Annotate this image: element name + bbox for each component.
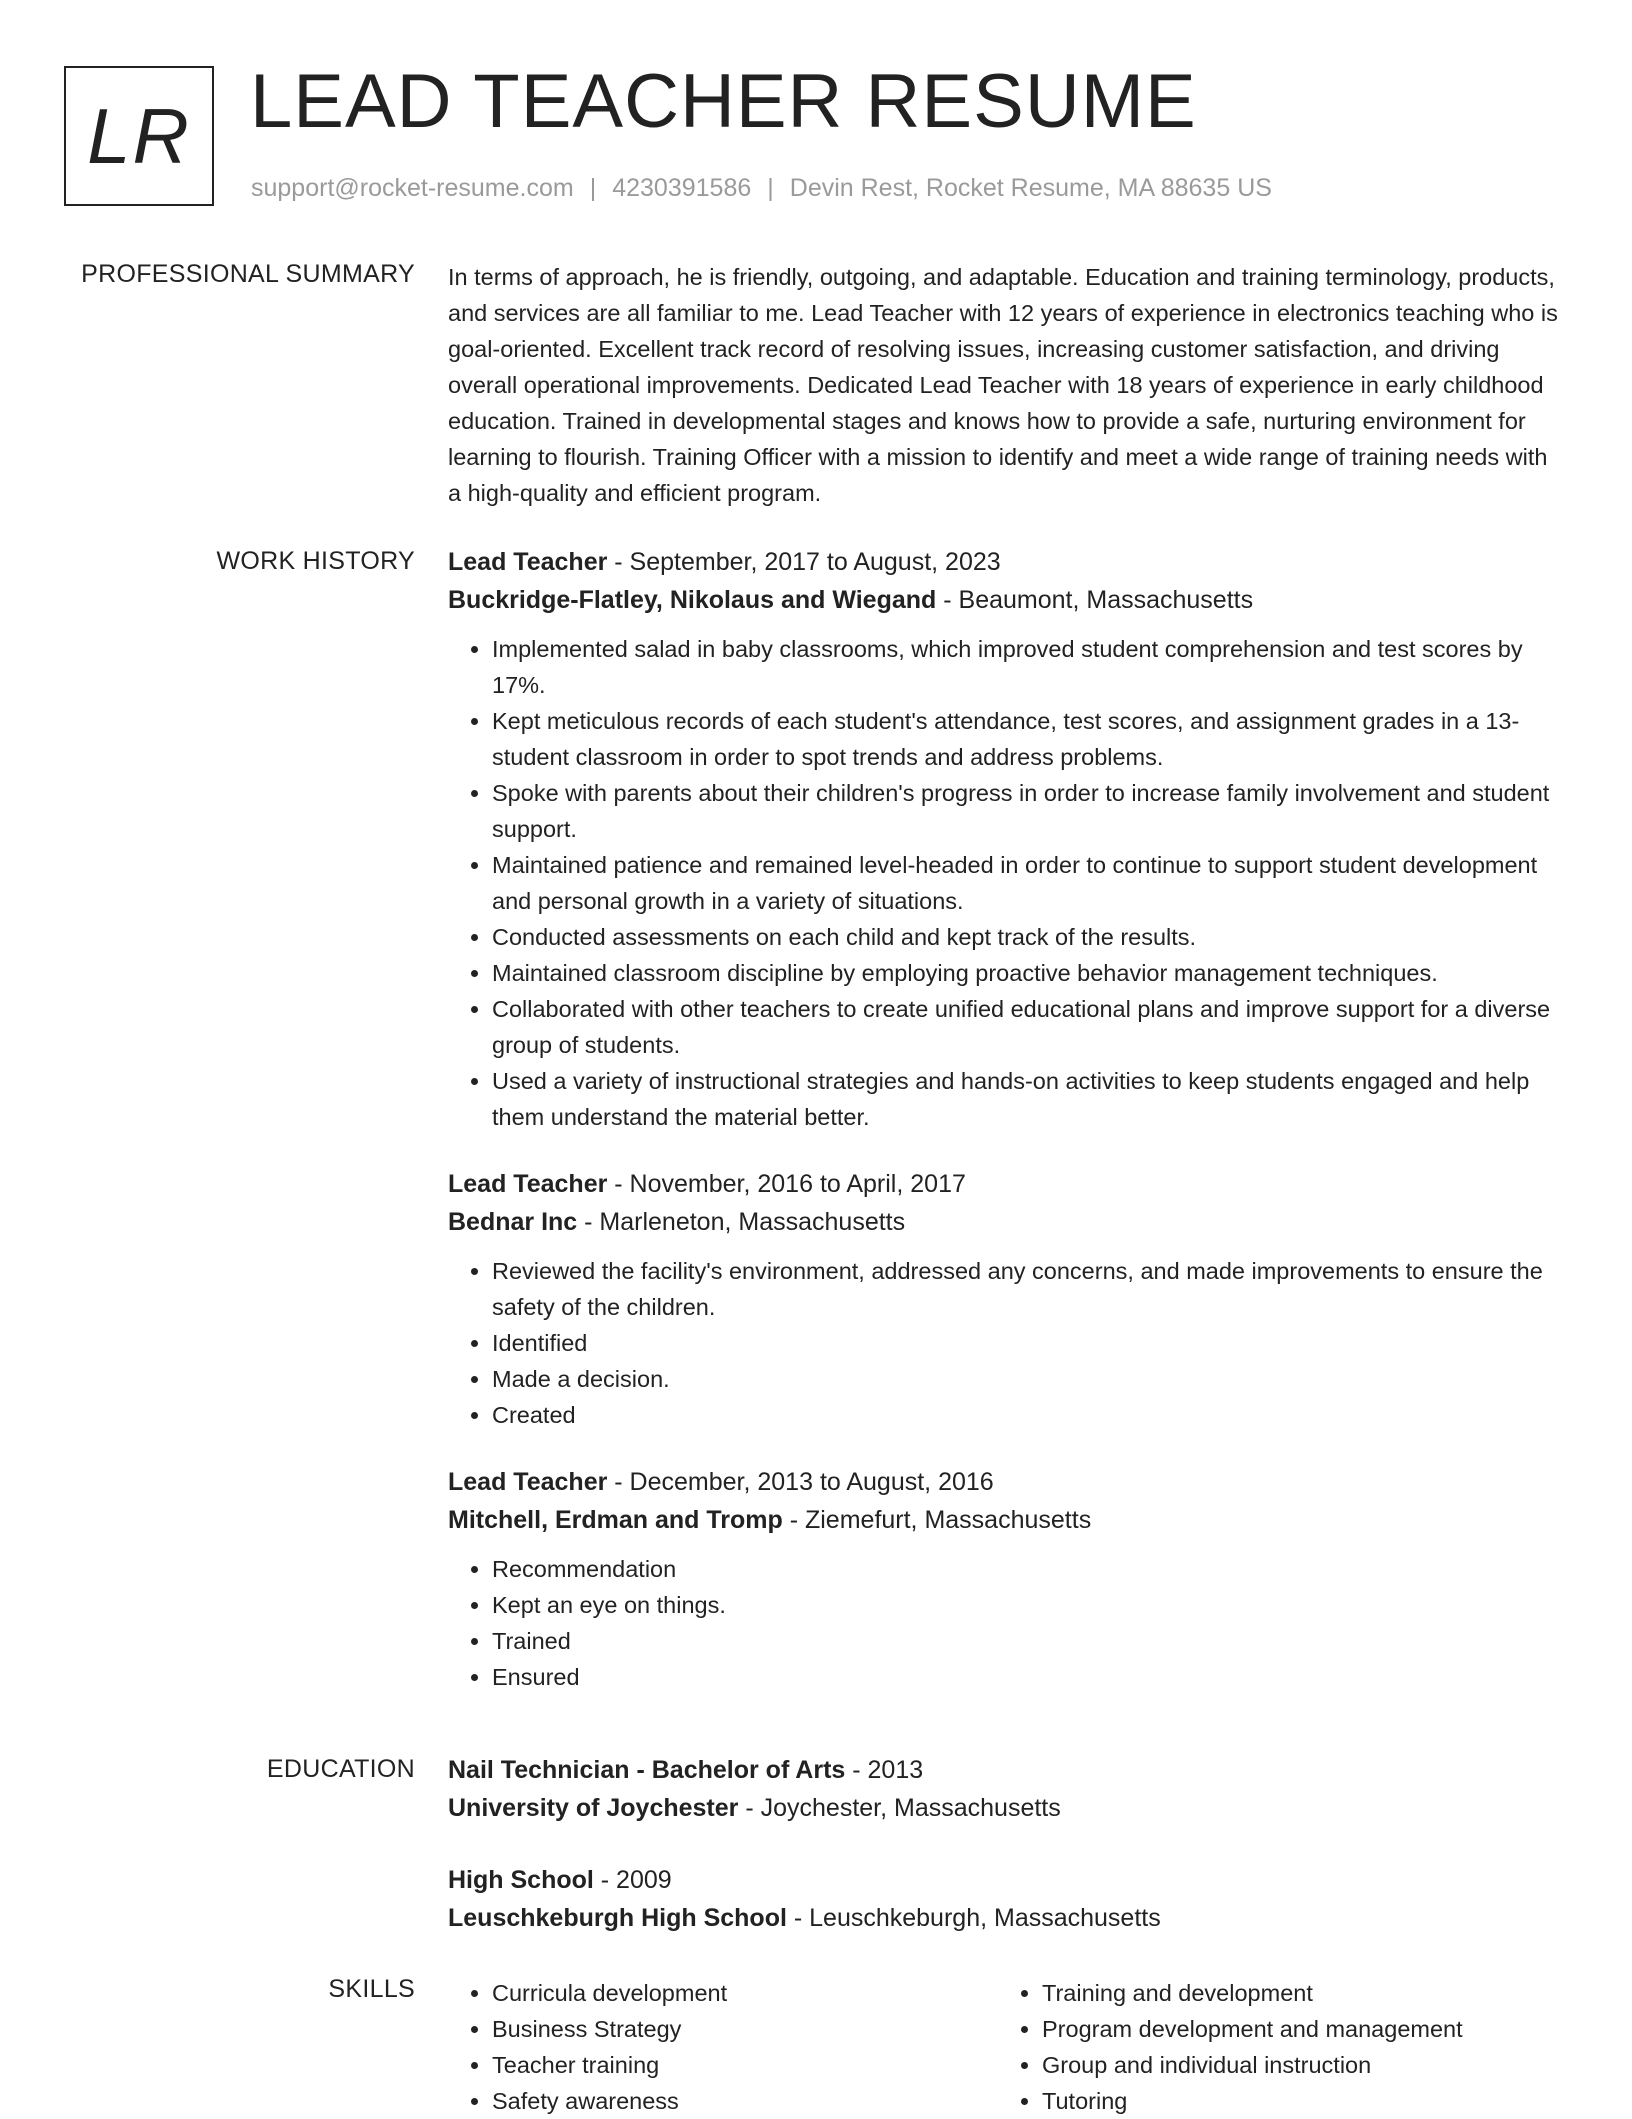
job-entry — [448, 1463, 1558, 1695]
education-degree: High School — [448, 1866, 594, 1894]
education-location: - Leuschkeburgh, Massachusetts — [786, 1904, 1161, 1932]
skills-column-2 — [998, 1975, 1463, 2119]
skill-item: • Tutoring — [1042, 2083, 1463, 2119]
job-bullet: • Conducted assessments on each child and kept track of the results. — [492, 919, 1558, 955]
job-entry — [448, 543, 1558, 1135]
contact-address: Devin Rest, Rocket Resume, MA 88635 US — [789, 174, 1272, 202]
job-bullet: • Implemented salad in baby classrooms, which improved student comprehension and test scores by 17%. — [492, 631, 1558, 703]
job-bullets — [448, 1253, 1558, 1433]
job-bullet: • Kept meticulous records of each student's attendance, test scores, and assignment grades in a 13-student classroom in order to spot trends and address problems. — [492, 703, 1558, 775]
job-company: Mitchell, Erdman and Tromp — [448, 1506, 783, 1534]
job-bullet: • Made a decision. — [492, 1361, 1558, 1397]
contact-email[interactable]: support@rocket-resume.com — [251, 174, 574, 202]
job-dates: - September, 2017 to August, 2023 — [607, 548, 1001, 576]
skill-item: • Business Strategy — [492, 2011, 998, 2047]
skills-heading: SKILLS — [328, 1975, 415, 2003]
skill-item: • Curricula development — [492, 1975, 998, 2011]
monogram-logo: LR — [64, 66, 214, 206]
work-history-heading: WORK HISTORY — [216, 547, 415, 575]
job-entry — [448, 1165, 1558, 1433]
education-entry — [448, 1751, 1558, 1827]
job-bullet: • Recommendation — [492, 1551, 1558, 1587]
education-entry — [448, 1861, 1558, 1937]
job-title: Lead Teacher — [448, 1468, 608, 1496]
job-bullet: • Maintained patience and remained level-headed in order to continue to support student development and personal growth in a variety of situations. — [492, 847, 1558, 919]
job-location: - Marleneton, Massachusetts — [577, 1208, 906, 1236]
job-location: - Beaumont, Massachusetts — [936, 586, 1254, 614]
skills-column-1 — [448, 1975, 998, 2119]
education-school: University of Joychester — [448, 1794, 739, 1822]
skill-item: • Teacher training — [492, 2047, 998, 2083]
education-heading: EDUCATION — [266, 1755, 415, 1783]
education-location: - Joychester, Massachusetts — [738, 1794, 1061, 1822]
job-dates: - November, 2016 to April, 2017 — [607, 1170, 966, 1198]
contact-separator: | — [767, 174, 774, 202]
education-school: Leuschkeburgh High School — [448, 1904, 787, 1932]
education-degree: Nail Technician - Bachelor of Arts — [448, 1756, 846, 1784]
job-bullet: • Trained — [492, 1623, 1558, 1659]
job-bullet: • Collaborated with other teachers to create unified educational plans and improve support for a diverse group of students. — [492, 991, 1558, 1063]
job-bullet: • Created — [492, 1397, 1558, 1433]
skill-item: • Program development and management — [1042, 2011, 1463, 2047]
job-company: Buckridge-Flatley, Nikolaus and Wiegand — [448, 586, 937, 614]
summary-text: In terms of approach, he is friendly, outgoing, and adaptable. Education and training terminology, products, and services are all familiar to me. Lead Teacher with 12 years of experience in electronics teaching who is goal-oriented. Excellent track record of resolving issues, increasing customer satisfaction, and driving overall operational improvements. Dedicated Lead Teacher with 18 years of experience in early childhood education. Trained in developmental stages and knows how to provide a safe, nurturing environment for learning to flourish. Training Officer with a mission to identify and meet a wide range of training needs with a high-quality and efficient program. — [448, 264, 1558, 506]
job-company: Bednar Inc — [448, 1208, 578, 1236]
job-location: - Ziemefurt, Massachusetts — [782, 1506, 1092, 1534]
job-bullet: • Reviewed the facility's environment, addressed any concerns, and made improvements to ensure the safety of the children. — [492, 1253, 1558, 1325]
contact-separator: | — [589, 174, 597, 202]
job-bullet: • Kept an eye on things. — [492, 1587, 1558, 1623]
job-title: Lead Teacher — [448, 1170, 608, 1198]
job-dates: - December, 2013 to August, 2016 — [607, 1468, 994, 1496]
skill-item: • Training and development — [1042, 1975, 1463, 2011]
summary-heading: PROFESSIONAL SUMMARY — [81, 260, 415, 288]
skill-item: • Safety awareness — [492, 2083, 998, 2119]
resume-title: LEAD TEACHER RESUME — [250, 59, 1197, 144]
skill-item: • Group and individual instruction — [1042, 2047, 1463, 2083]
contact-line — [251, 174, 1272, 203]
job-bullet: • Ensured — [492, 1659, 1558, 1695]
job-bullet: • Maintained classroom discipline by employing proactive behavior management techniques. — [492, 955, 1558, 991]
job-bullet: • Used a variety of instructional strategies and hands-on activities to keep students engaged and help them understand the material better. — [492, 1063, 1558, 1135]
job-bullet: • Identified — [492, 1325, 1558, 1361]
job-bullets — [448, 631, 1558, 1135]
education-year: - 2013 — [845, 1756, 924, 1784]
job-bullets — [448, 1551, 1558, 1695]
job-bullet: • Spoke with parents about their children's progress in order to increase family involvement and student support. — [492, 775, 1558, 847]
education-year: - 2009 — [593, 1866, 672, 1894]
job-title: Lead Teacher — [448, 548, 608, 576]
contact-phone[interactable]: 4230391586 — [612, 174, 752, 202]
